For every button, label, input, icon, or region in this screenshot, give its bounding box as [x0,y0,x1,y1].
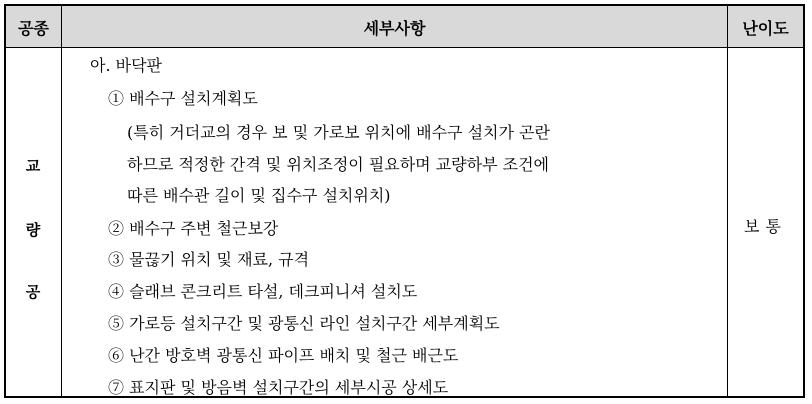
list-item: ② 배수구 주변 철근보강 [108,219,279,238]
header-difficulty: 난이도 [742,18,789,38]
category-char: 교 [25,157,41,175]
column-divider [61,6,62,396]
category-char: 량 [25,221,41,239]
list-item: ⑥ 난간 방호벽 광통신 파이프 배치 및 철근 배근도 [108,346,459,365]
list-item: ③ 물끊기 위치 및 재료, 규격 [108,250,310,269]
difficulty-value: 보통 [744,217,787,236]
list-item: (특히 거더교의 경우 보 및 가로보 위치에 배수구 설치가 곤란 [127,123,550,142]
category-char: 공 [25,283,41,301]
list-item: 하므로 적정한 간격 및 위치조정이 필요하며 교량하부 조건에 [127,155,550,174]
list-item: ⑤ 가로등 설치구간 및 광통신 라인 설치구간 세부계획도 [108,314,500,333]
list-item: ④ 슬래브 콘크리트 타설, 데크피니셔 설치도 [108,282,418,301]
header-type: 공종 [18,18,49,38]
list-item: ⑦ 표지판 및 방음벽 설치구간의 세부시공 상세도 [108,378,449,397]
column-divider [727,6,728,396]
header-details: 세부사항 [363,18,426,38]
details-table [4,4,805,398]
list-item: ① 배수구 설치계획도 [108,89,258,108]
section-title: 아. 바닥판 [90,56,162,75]
list-item: 따른 배수관 길이 및 집수구 설치위치) [127,186,391,205]
